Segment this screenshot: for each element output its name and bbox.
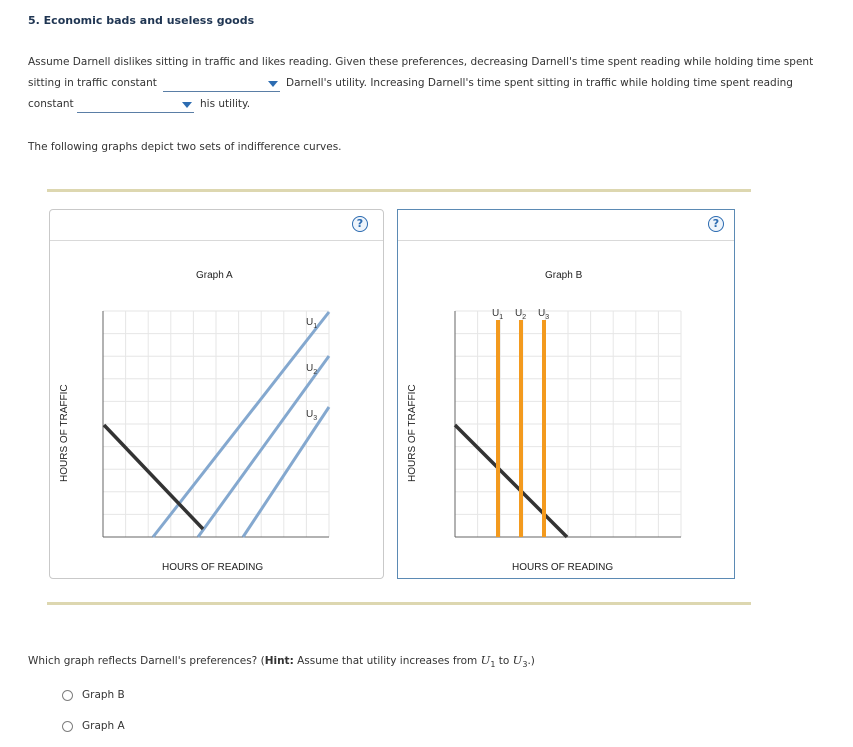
graph-a-header xyxy=(50,210,383,241)
divider-bottom xyxy=(47,602,751,605)
intro-text: The following graphs depict two sets of indifference curves. xyxy=(28,141,342,153)
u-low-sub: 1 xyxy=(490,660,496,670)
paragraph-line-2-start: sitting in traffic constant xyxy=(28,77,157,89)
constraint-line xyxy=(104,425,203,529)
u-high: U xyxy=(512,653,523,667)
option-graph-a[interactable] xyxy=(62,720,125,732)
radio-button[interactable] xyxy=(62,721,73,732)
graph-a-xlabel: HOURS OF READING xyxy=(162,562,264,573)
curve-label-u3: $U_3$ xyxy=(306,409,318,422)
paragraph-line-2-end: Darnell's utility. Increasing Darnell's time spent sitting in traffic while holding time spent reading xyxy=(286,77,793,89)
hint-label: Hint: xyxy=(264,655,294,667)
graph-b-xlabel: HOURS OF READING xyxy=(512,562,614,573)
graph-a-title: Graph A xyxy=(196,270,233,281)
help-icon[interactable]: ? xyxy=(708,216,724,232)
curve-label-u3: $U_3$ xyxy=(538,308,550,321)
chevron-down-icon xyxy=(268,81,278,87)
question-prefix: Which graph reflects Darnell's preferences? ( xyxy=(28,655,265,667)
radio-button[interactable] xyxy=(62,690,73,701)
constraint-line xyxy=(455,425,567,537)
graph-a-panel[interactable] xyxy=(49,209,384,579)
curve-label-u2: $U_2$ xyxy=(515,308,527,321)
curve-label-u1: $U_1$ xyxy=(306,317,318,330)
graph-b-plot[interactable] xyxy=(455,308,685,541)
graph-b-header xyxy=(398,210,734,241)
option-label: Graph A xyxy=(82,720,125,732)
hint-to: to xyxy=(495,655,513,667)
paragraph-line-3-start: constant xyxy=(28,98,74,110)
curve-label-u2: $U_2$ xyxy=(306,363,318,376)
u-low: U xyxy=(480,653,491,667)
option-graph-b[interactable] xyxy=(62,689,125,701)
graph-a-plot[interactable] xyxy=(103,311,333,541)
graph-b-panel[interactable] xyxy=(397,209,735,579)
help-icon[interactable]: ? xyxy=(352,216,368,232)
question-prompt xyxy=(28,653,535,669)
graph-b-ylabel: HOURS OF TRAFFIC xyxy=(407,384,418,482)
hint-text: Assume that utility increases from xyxy=(293,655,481,667)
chevron-down-icon xyxy=(182,102,192,108)
paragraph-line-1: Assume Darnell dislikes sitting in traffic and likes reading. Given these preferences, decreasing Darnell's time spent reading while holding time spent xyxy=(28,56,814,68)
curve-label-u1: $U_1$ xyxy=(492,308,504,321)
utility-dropdown-2[interactable] xyxy=(77,98,194,113)
option-label: Graph B xyxy=(82,689,125,701)
utility-dropdown-1[interactable] xyxy=(163,77,280,92)
u-high-sub: 3 xyxy=(522,660,528,670)
graph-a-ylabel: HOURS OF TRAFFIC xyxy=(59,384,70,482)
indifference-curve-u3[interactable] xyxy=(243,407,329,537)
paragraph-line-3-end: his utility. xyxy=(200,98,251,110)
graph-b-title: Graph B xyxy=(545,270,583,281)
question-suffix: .) xyxy=(527,655,535,667)
question-title: 5. Economic bads and useless goods xyxy=(28,14,255,27)
divider-top xyxy=(47,189,751,192)
